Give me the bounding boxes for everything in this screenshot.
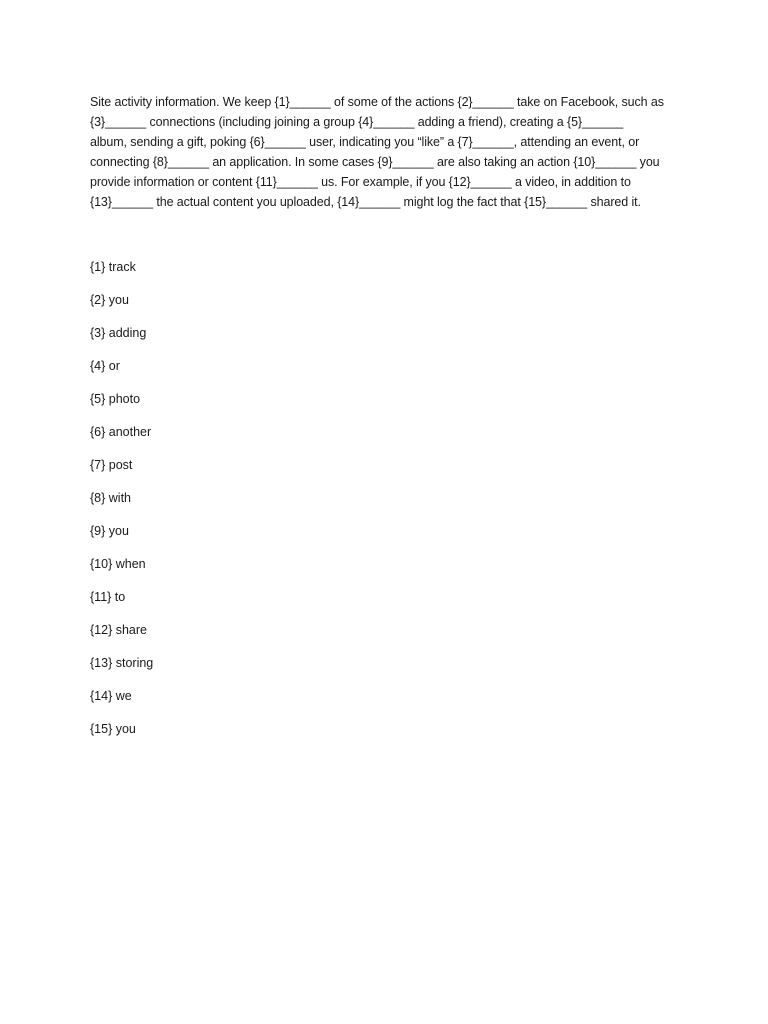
answer-item-1: {1} track xyxy=(90,260,136,274)
answer-item-7: {7} post xyxy=(90,458,133,472)
answer-item-12: {12} share xyxy=(90,623,147,637)
answer-item-4: {4} or xyxy=(90,359,120,373)
answer-item-5: {5} photo xyxy=(90,392,141,406)
passage-line: {13}______ the actual content you uploaded, {14}______ might log the fact that {15}______ shared it. xyxy=(90,195,641,209)
answer-item-11: {11} to xyxy=(90,590,126,604)
answer-key-list xyxy=(90,258,390,753)
answer-item-9: {9} you xyxy=(90,524,129,538)
answer-item-8: {8} with xyxy=(90,491,132,505)
answer-item-15: {15} you xyxy=(90,722,136,736)
passage-line: connecting {8}______ an application. In some cases {9}______ are also taking an action {10}______ you xyxy=(90,155,660,169)
cloze-passage xyxy=(90,92,680,212)
answer-item-2: {2} you xyxy=(90,293,129,307)
answer-item-3: {3} adding xyxy=(90,326,147,340)
passage-line: Site activity information. We keep {1}______ of some of the actions {2}______ take on Facebook, such as xyxy=(90,95,664,109)
answer-item-10: {10} when xyxy=(90,557,146,571)
answer-item-13: {13} storing xyxy=(90,656,154,670)
passage-line: {3}______ connections (including joining a group {4}______ adding a friend), creating a {5}______ xyxy=(90,115,624,129)
passage-line: provide information or content {11}______ us. For example, if you {12}______ a video, in addition to xyxy=(90,175,631,189)
answer-item-14: {14} we xyxy=(90,689,132,703)
passage-line: album, sending a gift, poking {6}______ user, indicating you “like” a {7}______, attending an event, or xyxy=(90,135,640,149)
answer-item-6: {6} another xyxy=(90,425,152,439)
